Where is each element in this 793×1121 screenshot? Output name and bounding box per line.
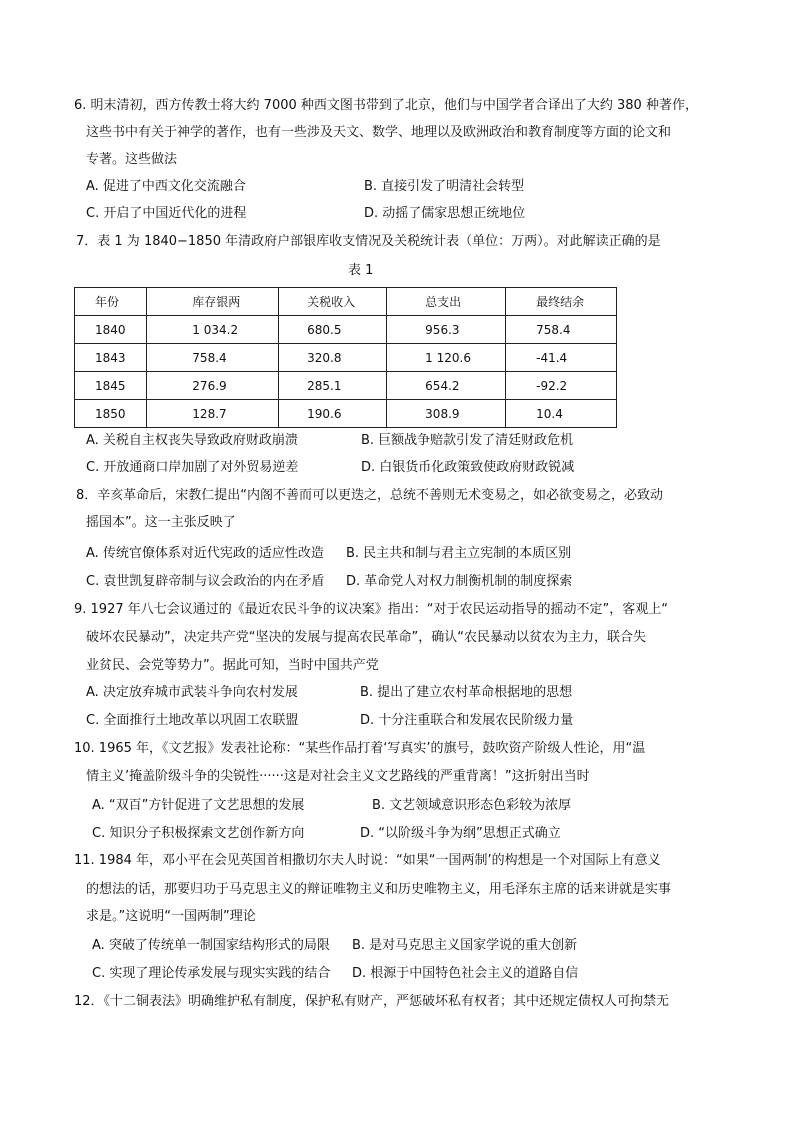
question-9-option-d[interactable]: D. 十分注重联合和发展农民阶级力量 [360, 713, 574, 728]
question-6-option-c[interactable]: C. 开启了中国近代化的进程 [86, 206, 247, 221]
question-9-option-b[interactable]: B. 提出了建立农村革命根据地的思想 [360, 685, 573, 700]
table-cell: -41.4 [506, 344, 617, 372]
question-8-option-a[interactable]: A. 传统官僚体系对近代宪政的适应性改造 [86, 546, 324, 561]
question-9-line-2: 破坏农民暴动”，决定共产党“坚决的发展与提高农民革命”，确认“农民暴动以贫农为主力，联合失 [86, 630, 646, 645]
table-header-cell: 总支出 [387, 288, 506, 316]
question-11-option-d[interactable]: D. 根源于中国特色社会主义的道路自信 [352, 966, 579, 981]
question-9-option-a[interactable]: A. 决定放弃城市武装斗争向农村发展 [86, 685, 298, 700]
question-7-line-1: 7．表 1 为 1840−1850 年清政府户部银库收支情况及关税统计表（单位：万两）。对此解读正确的是 [76, 234, 661, 249]
question-6-option-a[interactable]: A. 促进了中西文化交流融合 [86, 179, 246, 194]
table-cell: 190.6 [279, 400, 387, 428]
question-7-option-a[interactable]: A. 关税自主权丧失导致政府财政崩溃 [86, 433, 298, 448]
question-9-line-1: 9. 1927 年八七会议通过的《最近农民斗争的议决案》指出：“对于农民运动指导的摇动不定”，客观上“ [74, 602, 668, 617]
question-8-line-2: 摇国本”。这一主张反映了 [86, 515, 236, 530]
question-11-option-a[interactable]: A. 突破了传统单一制国家结构形式的局限 [92, 938, 330, 953]
table-cell: 1843 [75, 344, 147, 372]
question-11-line-2: 的想法的话，那要归功于马克思主义的辩证唯物主义和历史唯物主义，用毛泽东主席的话来讲就是实事 [86, 882, 672, 897]
question-10-option-c[interactable]: C. 知识分子积极探索文艺创作新方向 [92, 826, 305, 841]
table-row [75, 344, 617, 372]
question-11-line-1: 11. 1984 年，邓小平在会见英国首相撒切尔夫人时说：“如果“一国两制’的构想是一个对国际上有意义 [74, 853, 661, 868]
question-6-line-2: 这些书中有关于神学的著作，也有一些涉及天文、数学、地理以及欧洲政治和教育制度等方面的论文和 [86, 125, 672, 140]
table-cell: 1840 [75, 316, 147, 344]
table-cell: 1850 [75, 400, 147, 428]
table-header-cell: 最终结余 [506, 288, 617, 316]
question-11-line-3: 求是。”这说明“一国两制”理论 [86, 909, 256, 924]
table-cell: 1 120.6 [387, 344, 506, 372]
table-header-cell: 库存银两 [147, 288, 279, 316]
table-cell: 276.9 [147, 372, 279, 400]
question-11-option-c[interactable]: C. 实现了理论传承发展与现实实践的结合 [92, 966, 331, 981]
question-10-option-b[interactable]: B. 文艺领域意识形态色彩较为浓厚 [372, 798, 572, 813]
question-6-option-b[interactable]: B. 直接引发了明清社会转型 [364, 179, 525, 194]
table-caption: 表 1 [348, 263, 374, 278]
question-7-option-b[interactable]: B. 巨额战争赔款引发了清廷财政危机 [361, 433, 574, 448]
question-12-line-1: 12．《十二铜表法》明确维护私有制度，保护私有财产，严惩破坏私有权者；其中还规定债权人可拘禁无 [74, 994, 670, 1009]
question-8-option-b[interactable]: B. 民主共和制与君主立宪制的本质区别 [346, 546, 572, 561]
revenue-table [74, 287, 617, 428]
table-cell: 285.1 [279, 372, 387, 400]
question-6-line-1: 6. 明末清初，西方传教士将大约 7000 种西文图书带到了北京，他们与中国学者合译出了大约 380 种著作， [74, 98, 698, 113]
table-cell: 128.7 [147, 400, 279, 428]
table-header-cell: 关税收入 [279, 288, 387, 316]
table-header-cell: 年份 [75, 288, 147, 316]
question-10-option-d[interactable]: D. “以阶级斗争为纲”思想正式确立 [360, 826, 561, 841]
question-9-option-c[interactable]: C. 全面推行土地改革以巩固工农联盟 [86, 713, 299, 728]
question-10-line-2: 情主义’掩盖阶级斗争的尖锐性······这是对社会主义文艺路线的严重背离！”这折射出当时 [86, 769, 590, 784]
table-row [75, 372, 617, 400]
question-10-line-1: 10. 1965 年，《文艺报》发表社论称：“某些作品打着‘写真实’的旗号，鼓吹资产阶级人性论，用“温 [74, 741, 646, 756]
question-7-option-d[interactable]: D. 白银货币化政策致使政府财政锐减 [361, 460, 575, 475]
table-cell: 758.4 [506, 316, 617, 344]
table-cell: -92.2 [506, 372, 617, 400]
table-cell: 680.5 [279, 316, 387, 344]
question-6-line-3: 专著。这些做法 [86, 152, 178, 167]
table-cell: 1 034.2 [147, 316, 279, 344]
question-9-line-3: 业贫民、会党等势力”。据此可知，当时中国共产党 [86, 658, 379, 673]
question-8-line-1: 8．辛亥革命后，宋教仁提出“内阁不善而可以更迭之，总统不善则无术变易之，如必欲变易之，必致动 [76, 488, 664, 503]
question-7-option-c[interactable]: C. 开放通商口岸加剧了对外贸易逆差 [86, 460, 299, 475]
table-row [75, 316, 617, 344]
table-cell: 956.3 [387, 316, 506, 344]
table-cell: 1845 [75, 372, 147, 400]
question-10-option-a[interactable]: A. “双百”方针促进了文艺思想的发展 [92, 798, 305, 813]
table-header-row [75, 288, 617, 316]
table-cell: 320.8 [279, 344, 387, 372]
question-8-option-d[interactable]: D. 革命党人对权力制衡机制的制度探索 [346, 574, 573, 589]
table-cell: 308.9 [387, 400, 506, 428]
table-cell: 758.4 [147, 344, 279, 372]
table-cell: 10.4 [506, 400, 617, 428]
question-11-option-b[interactable]: B. 是对马克思主义国家学说的重大创新 [352, 938, 578, 953]
question-8-option-c[interactable]: C. 袁世凯复辟帝制与议会政治的内在矛盾 [86, 574, 325, 589]
question-6-option-d[interactable]: D. 动摇了儒家思想正统地位 [364, 206, 526, 221]
table-cell: 654.2 [387, 372, 506, 400]
table-row [75, 400, 617, 428]
